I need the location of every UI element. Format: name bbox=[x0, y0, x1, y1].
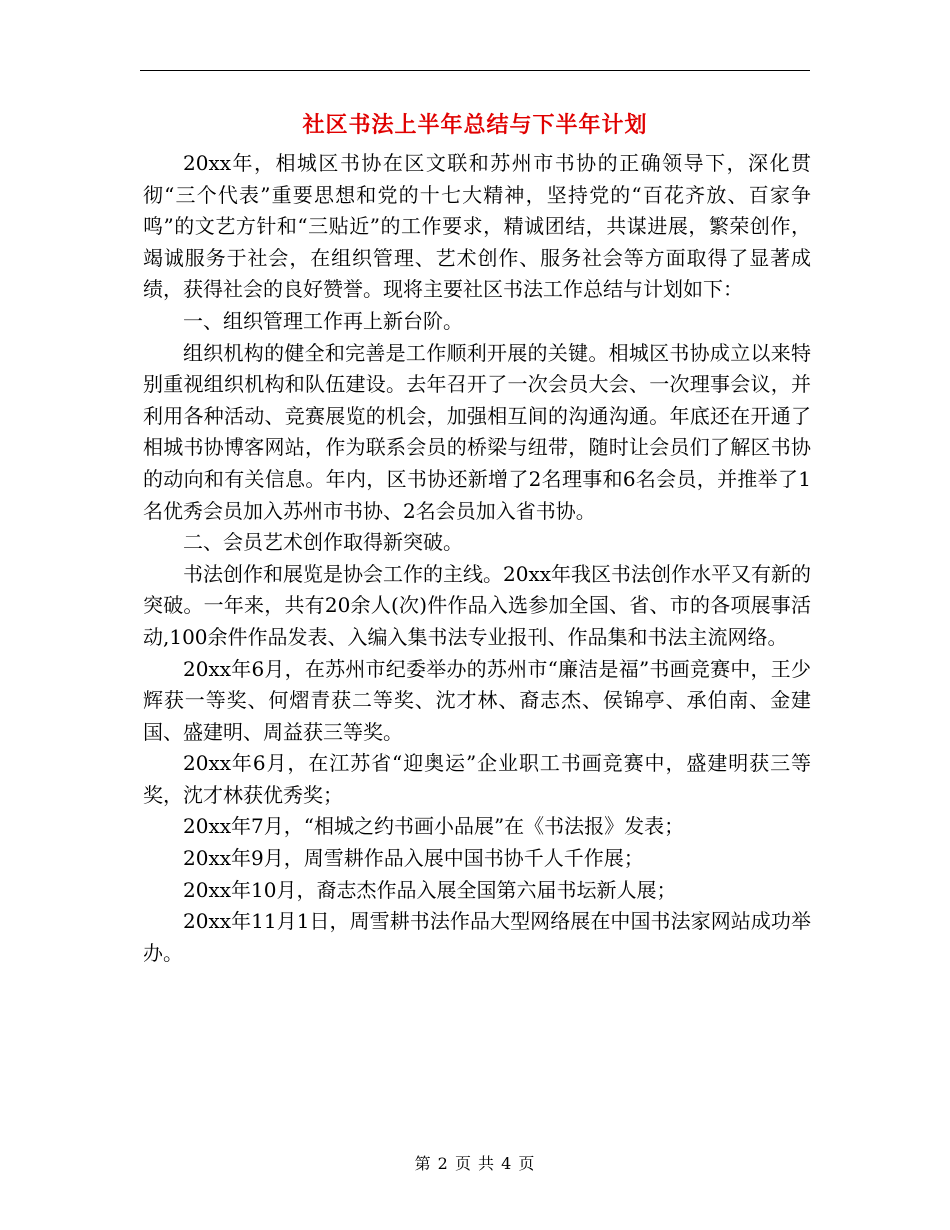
paragraph-intro: 20xx年，相城区书协在区文联和苏州市书协的正确领导下，深化贯彻“三个代表”重要思想和党的十七大精神，坚持党的“百花齐放、百家争鸣”的文艺方针和“三贴近”的工作要求，精诚团结，共谋进展，繁荣创作，竭诚服务于社会，在组织管理、艺术创作、服务社会等方面取得了显著成绩，获得社会的良好赞誉。现将主要社区书法工作总结与计划如下： bbox=[143, 151, 811, 302]
section-heading-2: 二、会员艺术创作取得新突破。 bbox=[183, 530, 463, 555]
paragraph-creation: 书法创作和展览是协会工作的主线。20xx年我区书法创作水平又有新的突破。一年来，共有20余人(次)件作品入选参加全国、省、市的各项展事活动,100余件作品发表、入编入集书法专业报刊、作品集和书法主流网络。 bbox=[143, 561, 812, 649]
paragraph-event-september: 20xx年9月，周雪耕作品入展中国书协千人千作展； bbox=[183, 846, 644, 871]
paragraph-event-july: 20xx年7月，“相城之约书画小品展”在《书法报》发表； bbox=[183, 814, 685, 839]
page-number-footer: 第 2 页 共 4 页 bbox=[414, 1154, 536, 1173]
paragraph-event-november: 20xx年11月1日，周雪耕书法作品大型网络展在中国书法家网站成功举办。 bbox=[143, 909, 811, 965]
header-rule bbox=[140, 70, 810, 71]
paragraph-event-june-1: 20xx年6月，在苏州市纪委举办的苏州市“廉洁是福”书画竞赛中，王少辉获一等奖、何熠青获二等奖、沈才林、裔志杰、侯锦亭、承伯南、金建国、盛建明、周益获三等奖。 bbox=[143, 656, 811, 744]
document-body bbox=[143, 148, 811, 969]
section-heading-1: 一、组织管理工作再上新台阶。 bbox=[183, 308, 463, 333]
document-title: 社区书法上半年总结与下半年计划 bbox=[302, 113, 648, 138]
paragraph-organization: 组织机构的健全和完善是工作顺利开展的关键。相城区书协成立以来特别重视组织机构和队伍建设。去年召开了一次会员大会、一次理事会议，并利用各种活动、竞赛展览的机会，加强相互间的沟通沟通。年底还在开通了相城书协博客网站，作为联系会员的桥梁与纽带，随时让会员们了解区书协的动向和有关信息。年内，区书协还新增了2名理事和6名会员，并推举了1名优秀会员加入苏州市书协、2名会员加入省书协。 bbox=[143, 340, 811, 523]
paragraph-event-october: 20xx年10月，裔志杰作品入展全国第六届书坛新人展； bbox=[183, 877, 677, 902]
paragraph-event-june-2: 20xx年6月，在江苏省“迎奥运”企业职工书画竞赛中，盛建明获三等奖，沈才林获优秀奖； bbox=[143, 751, 811, 807]
